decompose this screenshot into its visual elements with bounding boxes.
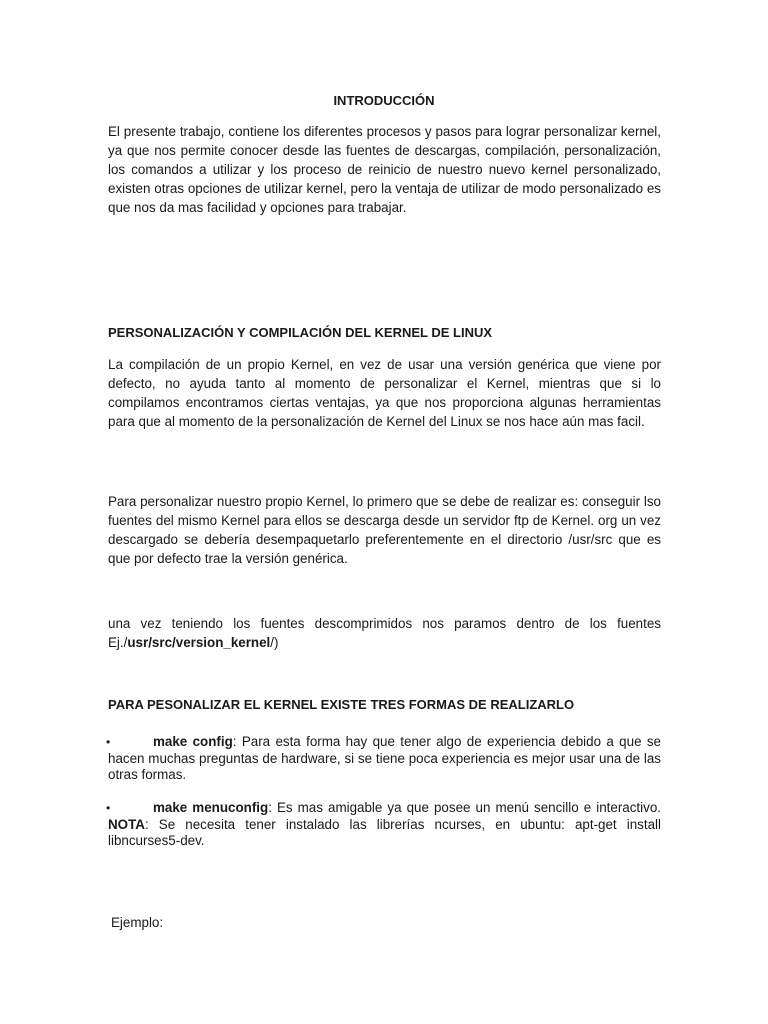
make-menuconfig-description: : Es mas amigable ya que posee un menú sencillo e interactivo. [268,800,661,815]
intro-paragraph: El presente trabajo, contiene los diferentes procesos y pasos para lograr personalizar kernel, ya que nos permite conocer desde las fuentes de descargas, compilación, personalización, los comandos a utilizar y los proceso de reinicio de nuestro nuevo kernel personalizado, existen otras opciones de utilizar kernel, pero la ventaja de utilizar de modo personalizado es que nos da mas facilidad y opciones para trabajar. [108,124,661,215]
section1-paragraph-2: Para personalizar nuestro propio Kernel, lo primero que se debe de realizar es: conseguir lso fuentes del mismo Kernel para ellos se descarga desde un servidor ftp de Kernel. org un vez descargado se debería desempaquetarlo preferentemente en el directorio /usr/src que es que por defecto trae la versión genérica. [108,494,661,566]
section1-paragraph-3 [108,614,661,652]
paragraph3-end: /) [270,635,279,650]
example-label: Ejemplo: [111,915,164,930]
section1-paragraph-1: La compilación de un propio Kernel, en vez de usar una versión genérica que viene por defecto, no ayuda tanto al momento de personalizar el Kernel, mientras que si lo compilamos encontramos ciertas ventajas, ya que nos proporciona algunas herramientas para que al momento de la personalización de Kernel del Linux se nos hace aún mas facil. [108,357,661,429]
note-text: : Se necesita tener instalado las librerías ncurses, en ubuntu: apt-get install libncurses5-dev. [108,816,661,848]
list-item-text [108,800,661,850]
command-make-menuconfig: make menuconfig [153,800,269,815]
kernel-path: usr/src/version_kernel [127,635,271,650]
paragraph3-text: una vez teniendo los fuentes descomprimidos nos paramos dentro de los fuentes Ej./ [108,616,661,650]
list-item-make-menuconfig [108,800,661,850]
section-heading-personalizacion: PERSONALIZACIÓN Y COMPILACIÓN DEL KERNEL DE LINUX [108,325,493,340]
bullet-icon: • [106,801,111,815]
note-label: NOTA [108,816,145,832]
bullet-icon: • [106,735,111,749]
intro-title: INTRODUCCIÓN [333,93,435,108]
list-item-make-config [108,734,661,784]
make-config-description: : Para esta forma hay que tener algo de experiencia debido a que se hacen muchas preguntas de hardware, si se tiene poca experiencia es mejor usar una de las otras formas. [108,734,662,782]
list-item-text [108,734,661,784]
command-make-config: make config [153,734,233,749]
section-heading-formas: PARA PESONALIZAR EL KERNEL EXISTE TRES FORMAS DE REALIZARLO [108,697,575,712]
